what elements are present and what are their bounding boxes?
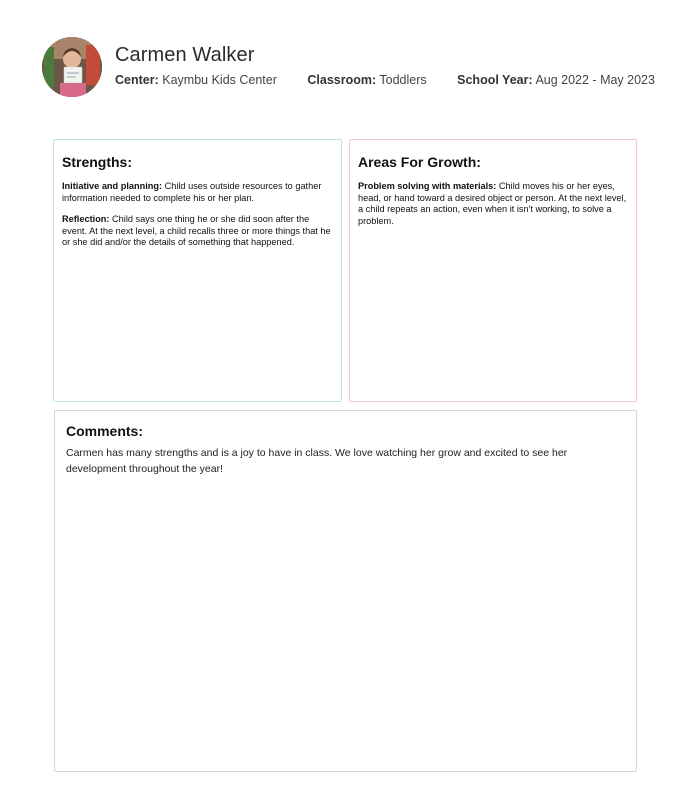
areas-for-growth-title: Areas For Growth: — [358, 154, 481, 170]
classroom-value: Toddlers — [379, 73, 427, 87]
avatar — [42, 37, 102, 97]
strength-item-text: Child says one thing he or she did soon after the event. At the next level, a child recalls three or more things that he or she did and/or the details of something that happened. — [62, 214, 331, 248]
center-label: Center: — [115, 73, 159, 87]
strengths-title: Strengths: — [62, 154, 132, 170]
profile-header — [42, 37, 682, 99]
classroom-info — [307, 73, 426, 87]
strength-item-text: Child uses outside resources to gather information needed to complete his or her plan. — [62, 181, 322, 203]
strengths-card — [53, 139, 342, 402]
student-meta — [115, 73, 655, 87]
school-year-value: Aug 2022 - May 2023 — [535, 73, 655, 87]
school-year-label: School Year: — [457, 73, 533, 87]
child-photo-avatar-icon — [42, 37, 102, 97]
student-name: Carmen Walker — [115, 44, 255, 66]
classroom-label: Classroom: — [307, 73, 377, 87]
school-year-info — [457, 73, 655, 87]
strength-item-label: Reflection: — [62, 214, 110, 225]
growth-item-text: Child moves his or her eyes, head, or hand toward a desired object or person. At the next level, a child repeats an action, even when it isn't working, to solve a problem. — [358, 181, 627, 226]
comments-card — [54, 410, 637, 772]
comments-text: Carmen has many strengths and is a joy to have in class. We love watching her grow and excited to see her development throughout the year! — [66, 447, 568, 475]
center-value: Kaymbu Kids Center — [162, 73, 277, 87]
strength-item — [62, 181, 332, 204]
strength-item-label: Initiative and planning: — [62, 181, 163, 191]
center-info — [115, 73, 277, 87]
growth-item — [358, 181, 627, 227]
areas-for-growth-card — [349, 139, 637, 402]
growth-item-label: Problem solving with materials: — [358, 181, 497, 191]
comments-title: Comments: — [66, 423, 144, 439]
strength-item — [62, 214, 332, 249]
